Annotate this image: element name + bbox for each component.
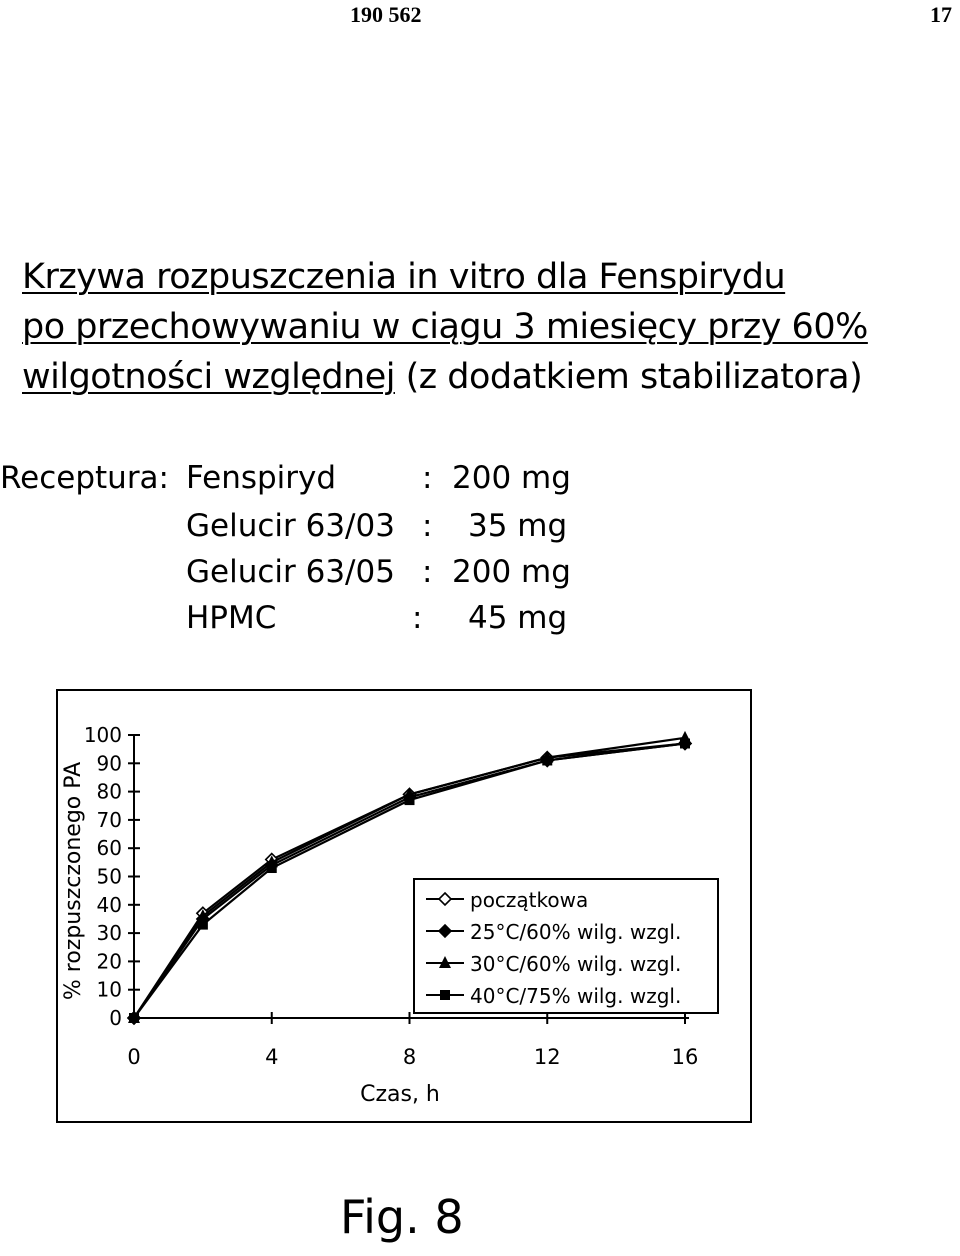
patent-number: 190 562 bbox=[350, 2, 422, 27]
x-tick-label: 8 bbox=[402, 1045, 417, 1069]
x-tick-label: 16 bbox=[671, 1045, 699, 1069]
y-axis-label: % rozpuszczonego PA bbox=[61, 761, 86, 1001]
figure-caption: Fig. 8 bbox=[340, 1190, 464, 1244]
y-tick-label: 0 bbox=[109, 1006, 122, 1030]
recipe-item-amount: 45 mg bbox=[468, 600, 568, 636]
y-tick-label: 50 bbox=[96, 864, 122, 889]
recipe-item-sep: : bbox=[422, 554, 433, 590]
y-tick-label: 100 bbox=[83, 723, 122, 747]
data-point bbox=[405, 795, 415, 805]
y-tick-label: 80 bbox=[96, 779, 122, 804]
recipe-item-sep: : bbox=[422, 508, 433, 544]
recipe-item-sep: : bbox=[412, 600, 423, 636]
recipe-item-amount: 35 mg bbox=[468, 508, 568, 544]
y-tick-label: 70 bbox=[96, 807, 122, 832]
x-tick-label: 4 bbox=[265, 1045, 279, 1069]
recipe-item-name: Gelucir 63/05 bbox=[186, 554, 395, 590]
recipe-item-name: Gelucir 63/03 bbox=[186, 508, 395, 544]
data-point bbox=[680, 738, 690, 748]
x-tick-label: 0 bbox=[127, 1045, 141, 1069]
legend-entry: początkowa bbox=[470, 888, 589, 912]
y-tick-label: 90 bbox=[96, 751, 122, 776]
recipe-item-sep: : bbox=[422, 460, 433, 496]
recipe-item-amount: 200 mg bbox=[452, 554, 571, 590]
page-number: 17 bbox=[930, 2, 952, 27]
legend-entry: 25°C/60% wilg. wzgl. bbox=[470, 920, 682, 944]
x-axis-label: Czas, h bbox=[360, 1082, 440, 1107]
legend-entry: 30°C/60% wilg. wzgl. bbox=[470, 952, 682, 976]
data-point bbox=[267, 863, 277, 873]
title-line-2: po przechowywaniu w ciągu 3 miesięcy przy 60% bbox=[22, 307, 868, 347]
dissolution-chart bbox=[58, 691, 750, 1121]
legend-marker bbox=[440, 990, 450, 1000]
title-line-3 bbox=[22, 352, 868, 402]
title-line-1: Krzywa rozpuszczenia in vitro dla Fenspirydu bbox=[22, 257, 786, 297]
title-line-3-rest: (z dodatkiem stabilizatora) bbox=[394, 357, 863, 397]
data-point bbox=[129, 1013, 139, 1023]
recipe-label: Receptura: bbox=[0, 460, 170, 496]
x-tick-label: 12 bbox=[533, 1045, 561, 1069]
chart-heading bbox=[22, 252, 868, 402]
chart-frame bbox=[56, 689, 752, 1123]
recipe-item-name: HPMC bbox=[186, 600, 277, 636]
y-tick-label: 60 bbox=[96, 836, 122, 861]
legend-entry: 40°C/75% wilg. wzgl. bbox=[470, 984, 682, 1008]
data-point bbox=[198, 920, 208, 930]
data-point bbox=[542, 755, 552, 765]
chart-legend bbox=[414, 879, 718, 1013]
title-line-3-underlined: wilgotności względnej bbox=[22, 357, 395, 397]
recipe-item-amount: 200 mg bbox=[452, 460, 571, 496]
y-tick-label: 30 bbox=[96, 921, 122, 946]
y-tick-label: 20 bbox=[96, 949, 122, 974]
recipe-item-name: Fenspiryd bbox=[186, 460, 337, 496]
y-tick-label: 40 bbox=[96, 892, 122, 917]
y-tick-label: 10 bbox=[96, 977, 122, 1002]
